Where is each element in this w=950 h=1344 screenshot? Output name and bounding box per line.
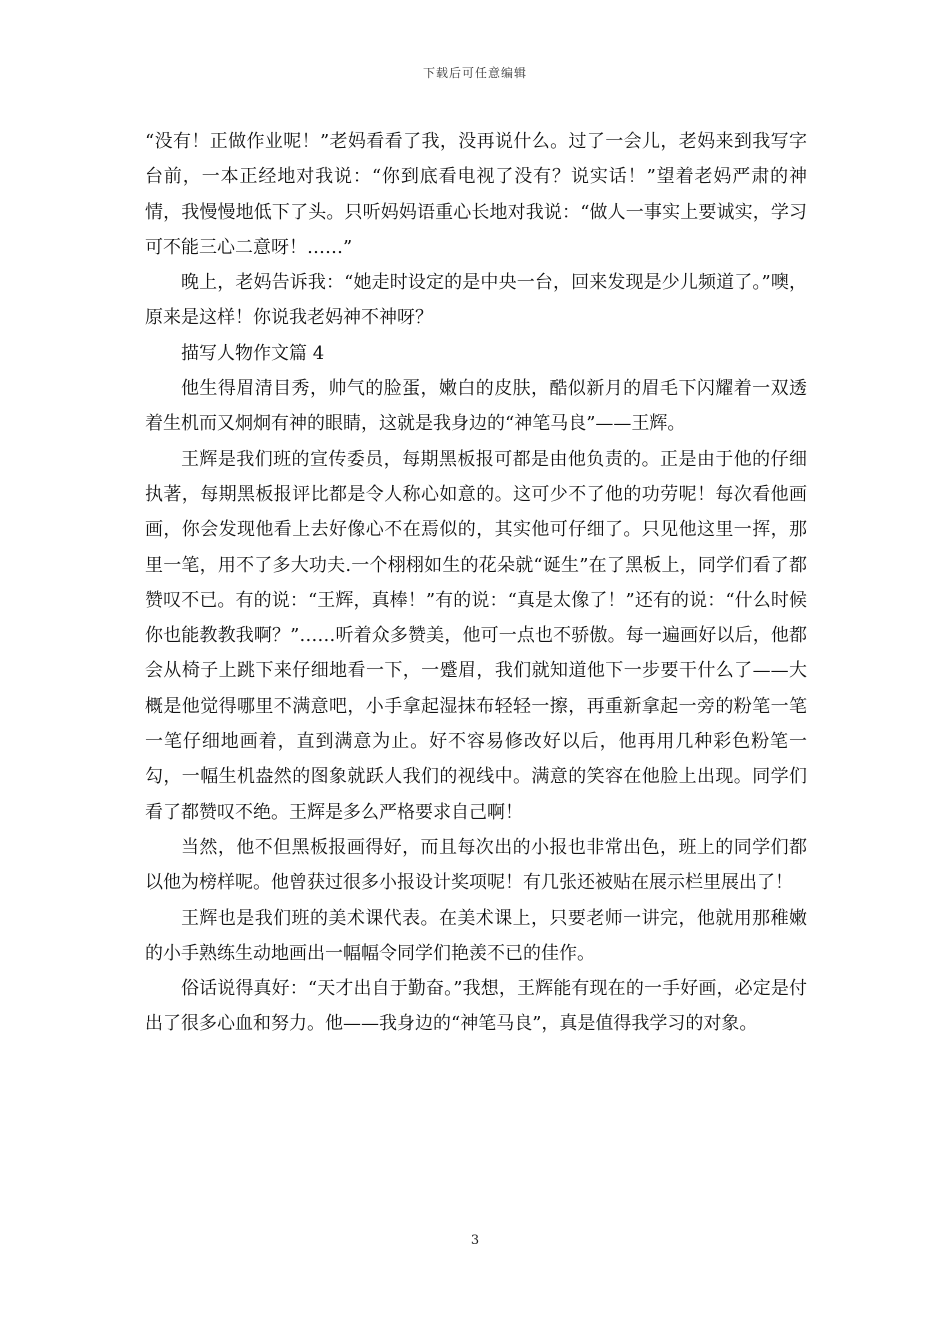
paragraph: 王辉也是我们班的美术课代表。在美术课上，只要老师一讲完，他就用那稚嫩的小手熟练生动地画出一幅幅令同学们艳羡不已的佳作。 xyxy=(145,907,807,964)
paragraph-continuation: “没有！正做作业呢！”老妈看看了我，没再说什么。过了一会儿，老妈来到我写字台前，一本正经地对我说：“你到底看电视了没有？说实话！”望着老妈严肃的神情，我慢慢地低下了头。只听妈妈语重心长地对我说：“做人一事实上要诚实，学习可不能三心二意呀！……” xyxy=(145,131,807,258)
paragraph: 王辉是我们班的宣传委员，每期黑板报可都是由他负责的。正是由于他的仔细执著，每期黑板报评比都是令人称心如意的。这可少不了他的功劳呢！每次看他画画，你会发现他看上去好像心不在焉似的，其实他可仔细了。只见他这里一挥，那里一笔，用不了多大功夫.一个栩栩如生的花朵就“诞生”在了黑板上，同学们看了都赞叹不已。有的说：“王辉，真棒！”有的说：“真是太像了！”还有的说：“什么时候你也能教教我啊？”……听着众多赞美，他可一点也不骄傲。每一遍画好以后，他都会从椅子上跳下来仔细地看一下，一蹙眉，我们就知道他下一步要干什么了——大概是他觉得哪里不满意吧，小手拿起湿抹布轻轻一擦，再重新拿起一旁的粉笔一笔一笔仔细地画着，直到满意为止。好不容易修改好以后，他再用几种彩色粉笔一勾，一幅生机盎然的图象就跃人我们的视线中。满意的笑容在他脸上出现。同学们看了都赞叹不绝。王辉是多么严格要求自己啊！ xyxy=(145,448,807,823)
paragraph: 他生得眉清目秀，帅气的脸蛋，嫩白的皮肤，酷似新月的眉毛下闪耀着一双透着生机而又炯炯有神的眼睛，这就是我身边的“神笔马良”——王辉。 xyxy=(145,378,807,435)
paragraph: 当然，他不但黑板报画得好，而且每次出的小报也非常出色，班上的同学们都以他为榜样呢。他曾获过很多小报设计奖项呢！有几张还被贴在展示栏里展出了！ xyxy=(145,836,807,894)
paragraph: 俗话说得真好：“天才出自于勤奋。”我想，王辉能有现在的一手好画，必定是付出了很多心血和努力。他——我身边的“神笔马良”，真是值得我学习的对象。 xyxy=(145,978,807,1035)
page-number: 3 xyxy=(470,1233,480,1248)
document-body xyxy=(145,124,807,1042)
paragraph: 晚上，老妈告诉我：“她走时设定的是中央一台，回来发现是少儿频道了。”噢，原来是这样！你说我老妈神不神呀？ xyxy=(145,272,807,329)
section-heading: 描写人物作文篇 4 xyxy=(181,342,325,364)
page-header: 下载后可任意编辑 xyxy=(422,66,527,80)
